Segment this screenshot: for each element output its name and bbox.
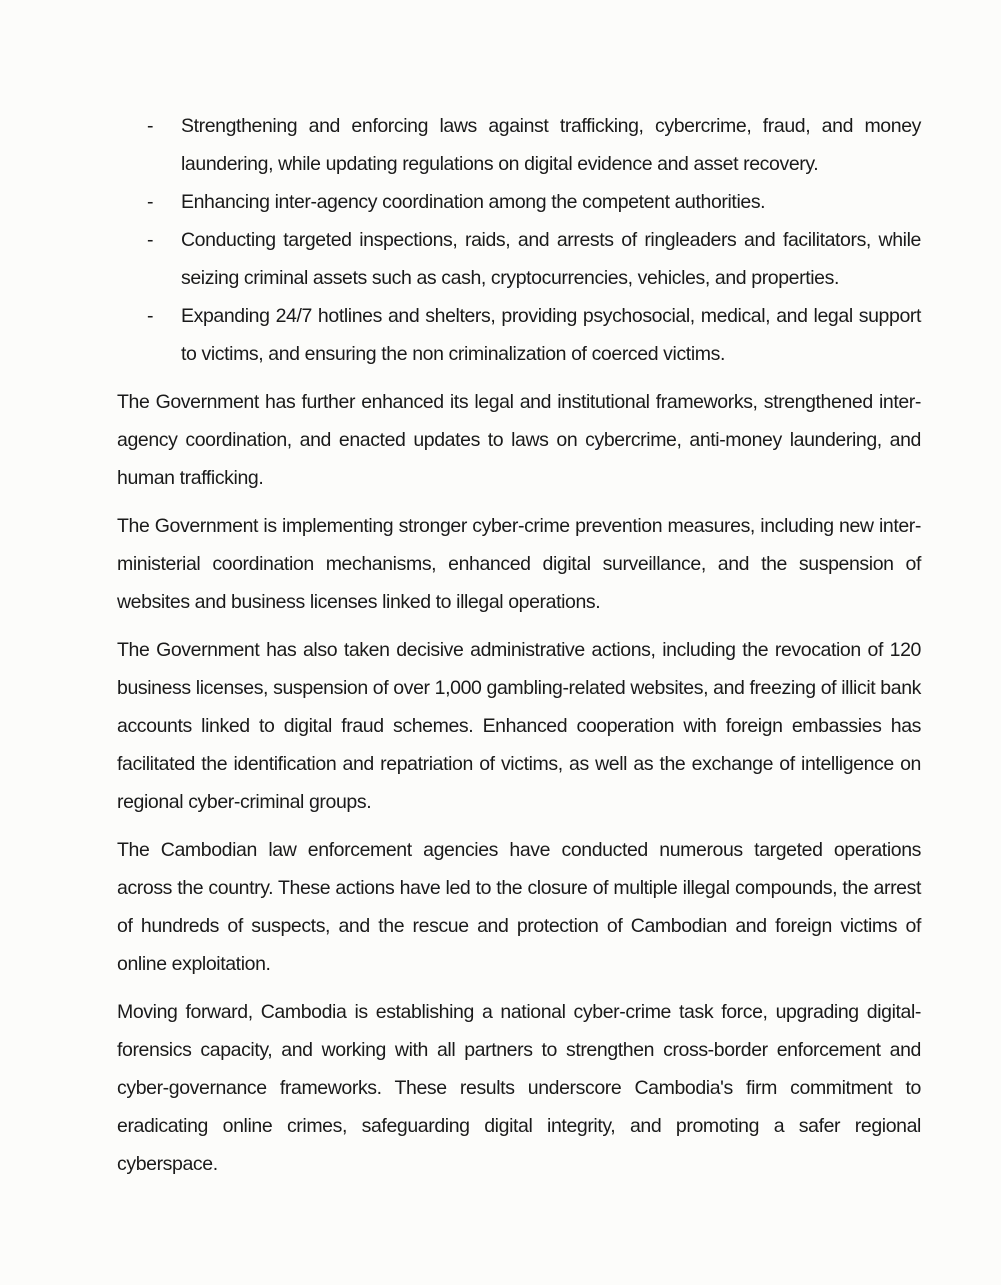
- bullet-marker: -: [147, 305, 154, 327]
- measures-bullet-list: [117, 107, 921, 373]
- paragraph-legal-frameworks: The Government has further enhanced its legal and institutional frameworks, strengthened inter-agency coordination, and enacted updates to laws on cybercrime, anti-money laundering, and human trafficking.: [117, 391, 921, 489]
- paragraph-prevention-measures: The Government is implementing stronger cyber-crime prevention measures, including new inter-ministerial coordination mechanisms, enhanced digital surveillance, and the suspension of websites and business licenses linked to illegal operations.: [117, 515, 921, 613]
- bullet-marker: -: [147, 191, 154, 213]
- paragraph-moving-forward: Moving forward, Cambodia is establishing a national cyber-crime task force, upgrading digital-forensics capacity, and working with all partners to strengthen cross-border enforcement and cyber-governance frameworks. These results underscore Cambodia's firm commitment to eradicating online crimes, safeguarding digital integrity, and promoting a safer regional cyberspace.: [117, 1001, 921, 1175]
- bullet-text: Conducting targeted inspections, raids, and arrests of ringleaders and facilitators, while seizing criminal assets such as cash, cryptocurrencies, vehicles, and properties.: [181, 229, 921, 289]
- bullet-text: Enhancing inter-agency coordination among the competent authorities.: [181, 191, 766, 213]
- bullet-text: Expanding 24/7 hotlines and shelters, providing psychosocial, medical, and legal support to victims, and ensuring the non criminalization of coerced victims.: [181, 305, 921, 365]
- paragraph-law-enforcement-operations: The Cambodian law enforcement agencies have conducted numerous targeted operations across the country. These actions have led to the closure of multiple illegal compounds, the arrest of hundreds of suspects, and the rescue and protection of Cambodian and foreign victims of online exploitation.: [117, 839, 921, 975]
- document-body: [117, 107, 921, 1183]
- bullet-item: [117, 221, 921, 297]
- bullet-item: [117, 297, 921, 373]
- bullet-item: [117, 107, 921, 183]
- bullet-item: [117, 183, 921, 221]
- bullet-marker: -: [147, 115, 154, 137]
- paragraph-administrative-actions: The Government has also taken decisive administrative actions, including the revocation of 120 business licenses, suspension of over 1,000 gambling-related websites, and freezing of illicit bank accounts linked to digital fraud schemes. Enhanced cooperation with foreign embassies has facilitated the identification and repatriation of victims, as well as the exchange of intelligence on regional cyber-criminal groups.: [117, 639, 921, 813]
- bullet-text: Strengthening and enforcing laws against trafficking, cybercrime, fraud, and money laundering, while updating regulations on digital evidence and asset recovery.: [181, 115, 921, 175]
- bullet-marker: -: [147, 229, 154, 251]
